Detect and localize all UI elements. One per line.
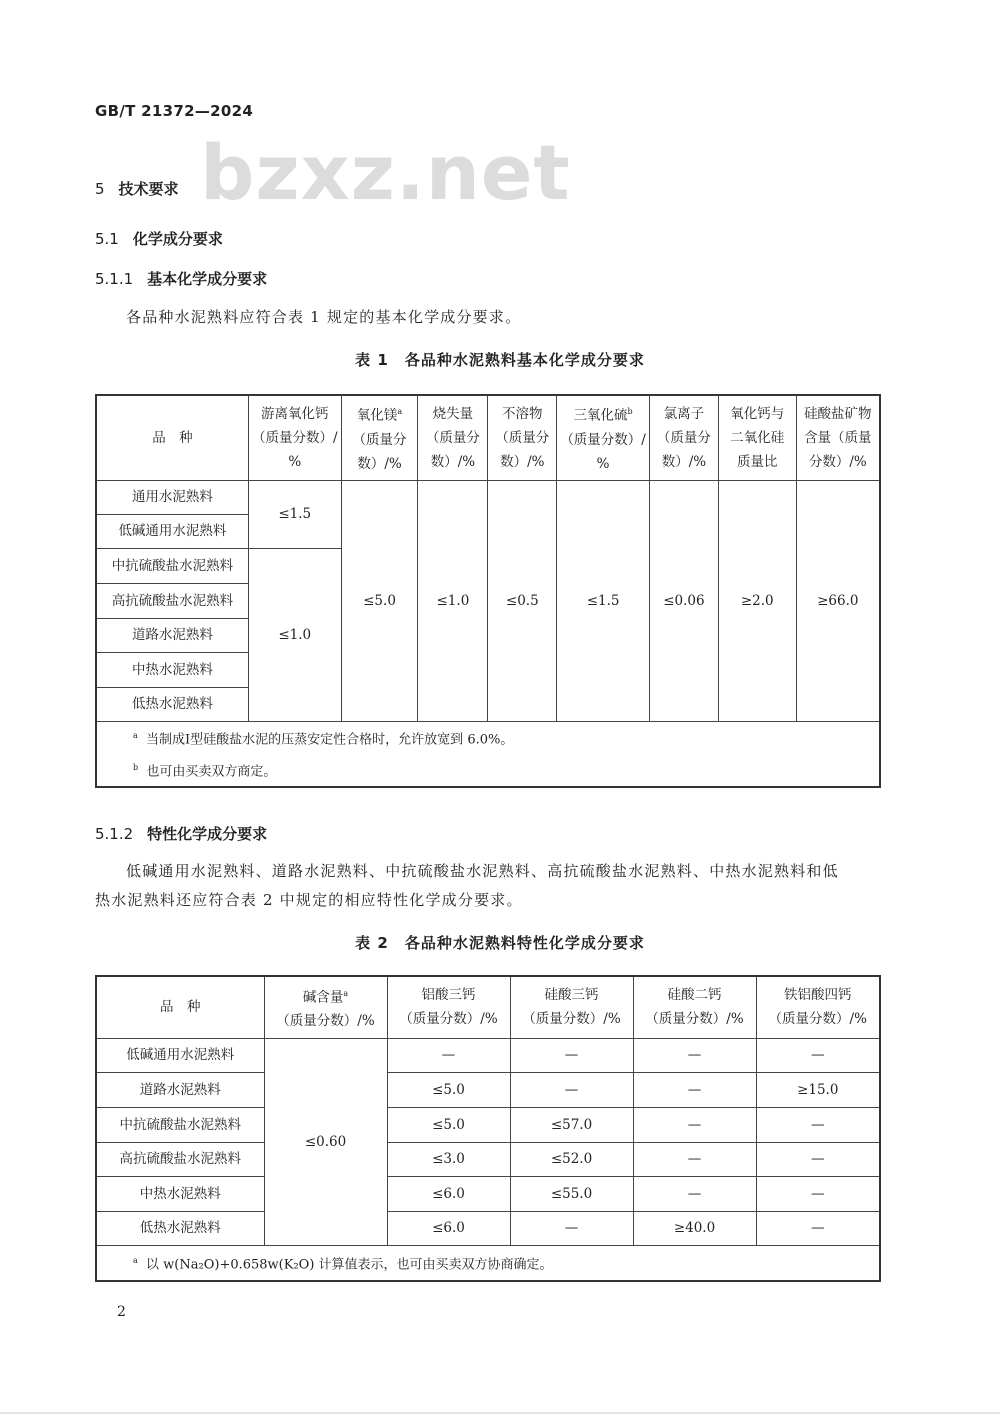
- section-5-1-heading: [95, 228, 223, 249]
- table-row: [96, 1072, 880, 1107]
- paragraph-table1-intro: 各品种水泥熟料应符合表 1 规定的基本化学成分要求。: [126, 308, 522, 326]
- section-title: 技术要求: [118, 180, 179, 198]
- section-title: 特性化学成分要求: [147, 825, 268, 843]
- mgo-value: ≤5.0: [341, 480, 418, 721]
- c4af-value: —: [756, 1038, 880, 1072]
- c2s-value: ≥40.0: [633, 1211, 756, 1245]
- insoluble-value: ≤0.5: [488, 480, 557, 721]
- table2-header-alkali: 碱含量$^a$ （质量分数）/%: [264, 976, 387, 1038]
- table1-note-a: 当制成Ⅰ型硅酸盐水泥的压蒸安定性合格时，允许放宽到 6.0%。: [146, 731, 514, 747]
- loss-value: ≤1.0: [418, 480, 488, 721]
- c3s-value: —: [510, 1211, 633, 1245]
- c4af-value: ≥15.0: [756, 1072, 880, 1107]
- table1-caption-number: 表 1: [355, 351, 389, 369]
- c3s-value: ≤55.0: [510, 1176, 633, 1211]
- table1-header-free-cao: 游离氧化钙 （质量分数）/ %: [248, 395, 341, 480]
- table2-note-a: 以 w(Na₂O)+0.658w(K₂O) 计算值表示，也可由买卖双方协商确定。: [146, 1256, 553, 1272]
- table1-header-insoluble: 不溶物 （质量分 数）/%: [488, 395, 557, 480]
- table1-header-cao-sio2: 氧化钙与 二氧化硅 质量比: [718, 395, 796, 480]
- c3s-value: —: [510, 1072, 633, 1107]
- table1-header-mgo: 氧化镁$^a$ （质量分 数）/%: [341, 395, 418, 480]
- table1-caption-title: 各品种水泥熟料基本化学成分要求: [404, 351, 645, 369]
- silicate-value: ≥66.0: [796, 480, 880, 721]
- table2: [95, 975, 881, 1282]
- c2s-value: —: [633, 1038, 756, 1072]
- c3a-value: ≤6.0: [387, 1176, 510, 1211]
- paragraph-table2-intro-line1: 低碱通用水泥熟料、道路水泥熟料、中抗硫酸盐水泥熟料、高抗硫酸盐水泥熟料、中热水泥熟料和低: [126, 862, 839, 880]
- table1-header-chloride: 氯离子 （质量分 数）/%: [649, 395, 718, 480]
- c2s-value: —: [633, 1142, 756, 1176]
- section-title: 基本化学成分要求: [147, 270, 268, 288]
- c3s-value: ≤52.0: [510, 1142, 633, 1176]
- row-name: 中抗硫酸盐水泥熟料: [96, 548, 248, 583]
- chloride-value: ≤0.06: [649, 480, 718, 721]
- c2s-value: —: [633, 1176, 756, 1211]
- c4af-value: —: [756, 1176, 880, 1211]
- c3a-value: ≤3.0: [387, 1142, 510, 1176]
- standard-code: GB/T 21372—2024: [95, 102, 254, 120]
- table-row: [96, 1176, 880, 1211]
- table-row: [96, 1142, 880, 1176]
- table-row: [96, 1211, 880, 1245]
- c3s-value: —: [510, 1038, 633, 1072]
- row-name: 通用水泥熟料: [96, 480, 248, 514]
- free-cao-group1: ≤1.5: [248, 480, 341, 548]
- table1-header-silicate: 硅酸盐矿物 含量（质量 分数）/%: [796, 395, 880, 480]
- section-number: 5: [95, 180, 105, 198]
- alkali-value: ≤0.60: [264, 1038, 387, 1245]
- paragraph-table2-intro-line2: 热水泥熟料还应符合表 2 中规定的相应特性化学成分要求。: [95, 891, 523, 909]
- table1-note-b: 也可由买卖双方商定。: [146, 764, 277, 780]
- c2s-value: —: [633, 1107, 756, 1142]
- table2-header-c3s: 硅酸三钙 （质量分数）/%: [510, 976, 633, 1038]
- table2-header-c4af: 铁铝酸四钙 （质量分数）/%: [756, 976, 880, 1038]
- table-row: [96, 1038, 880, 1072]
- section-number: 5.1: [95, 230, 119, 248]
- row-name: 道路水泥熟料: [96, 618, 248, 652]
- c3a-value: ≤5.0: [387, 1107, 510, 1142]
- c3a-value: ≤5.0: [387, 1072, 510, 1107]
- table1-header-loss: 烧失量 （质量分 数）/%: [418, 395, 488, 480]
- page-bottom-edge: [0, 1412, 1000, 1414]
- section-title: 化学成分要求: [132, 230, 223, 248]
- section-5-heading: [95, 178, 179, 199]
- table-row: [96, 1107, 880, 1142]
- table2-header-c3a: 铝酸三钙 （质量分数）/%: [387, 976, 510, 1038]
- row-name: 低碱通用水泥熟料: [96, 514, 248, 548]
- section-5-1-2-heading: [95, 823, 267, 844]
- table1-caption: [0, 349, 1000, 370]
- table2-notes: $^a$ 以 w(Na₂O)+0.658w(K₂O) 计算值表示，也可由买卖双方协商确定。: [96, 1245, 880, 1281]
- table1: [95, 394, 881, 788]
- table1-header-so3: 三氧化硫$^b$ （质量分数）/ %: [557, 395, 650, 480]
- c4af-value: —: [756, 1142, 880, 1176]
- page-number: 2: [117, 1304, 126, 1320]
- free-cao-group2: ≤1.0: [248, 548, 341, 721]
- watermark: bzxz.net: [200, 128, 571, 217]
- c4af-value: —: [756, 1107, 880, 1142]
- section-number: 5.1.1: [95, 270, 134, 288]
- row-name: 中热水泥熟料: [96, 1176, 264, 1211]
- table1-header-variety: 品 种: [96, 395, 248, 480]
- table2-notes-row: [96, 1245, 880, 1281]
- table2-header-row: [96, 976, 880, 1038]
- cao-sio2-value: ≥2.0: [718, 480, 796, 721]
- row-name: 高抗硫酸盐水泥熟料: [96, 1142, 264, 1176]
- row-name: 中热水泥熟料: [96, 652, 248, 687]
- row-name: 道路水泥熟料: [96, 1072, 264, 1107]
- table2-caption-number: 表 2: [355, 934, 389, 952]
- c3a-value: ≤6.0: [387, 1211, 510, 1245]
- row-name: 低热水泥熟料: [96, 1211, 264, 1245]
- section-number: 5.1.2: [95, 825, 134, 843]
- table1-notes: $^a$ 当制成Ⅰ型硅酸盐水泥的压蒸安定性合格时，允许放宽到 6.0%。 $^b$ 也可由买卖双方商定。: [96, 721, 880, 787]
- c3s-value: ≤57.0: [510, 1107, 633, 1142]
- c3a-value: —: [387, 1038, 510, 1072]
- table1-notes-row: [96, 721, 880, 787]
- c2s-value: —: [633, 1072, 756, 1107]
- row-name: 高抗硫酸盐水泥熟料: [96, 583, 248, 618]
- row-name: 中抗硫酸盐水泥熟料: [96, 1107, 264, 1142]
- row-name: 低碱通用水泥熟料: [96, 1038, 264, 1072]
- so3-value: ≤1.5: [557, 480, 650, 721]
- table1-header-row: [96, 395, 880, 480]
- row-name: 低热水泥熟料: [96, 687, 248, 721]
- table2-caption: [0, 932, 1000, 953]
- section-5-1-1-heading: [95, 268, 267, 289]
- c4af-value: —: [756, 1211, 880, 1245]
- table-row: [96, 480, 880, 514]
- table2-caption-title: 各品种水泥熟料特性化学成分要求: [404, 934, 645, 952]
- table2-header-variety: 品 种: [96, 976, 264, 1038]
- table2-header-c2s: 硅酸二钙 （质量分数）/%: [633, 976, 756, 1038]
